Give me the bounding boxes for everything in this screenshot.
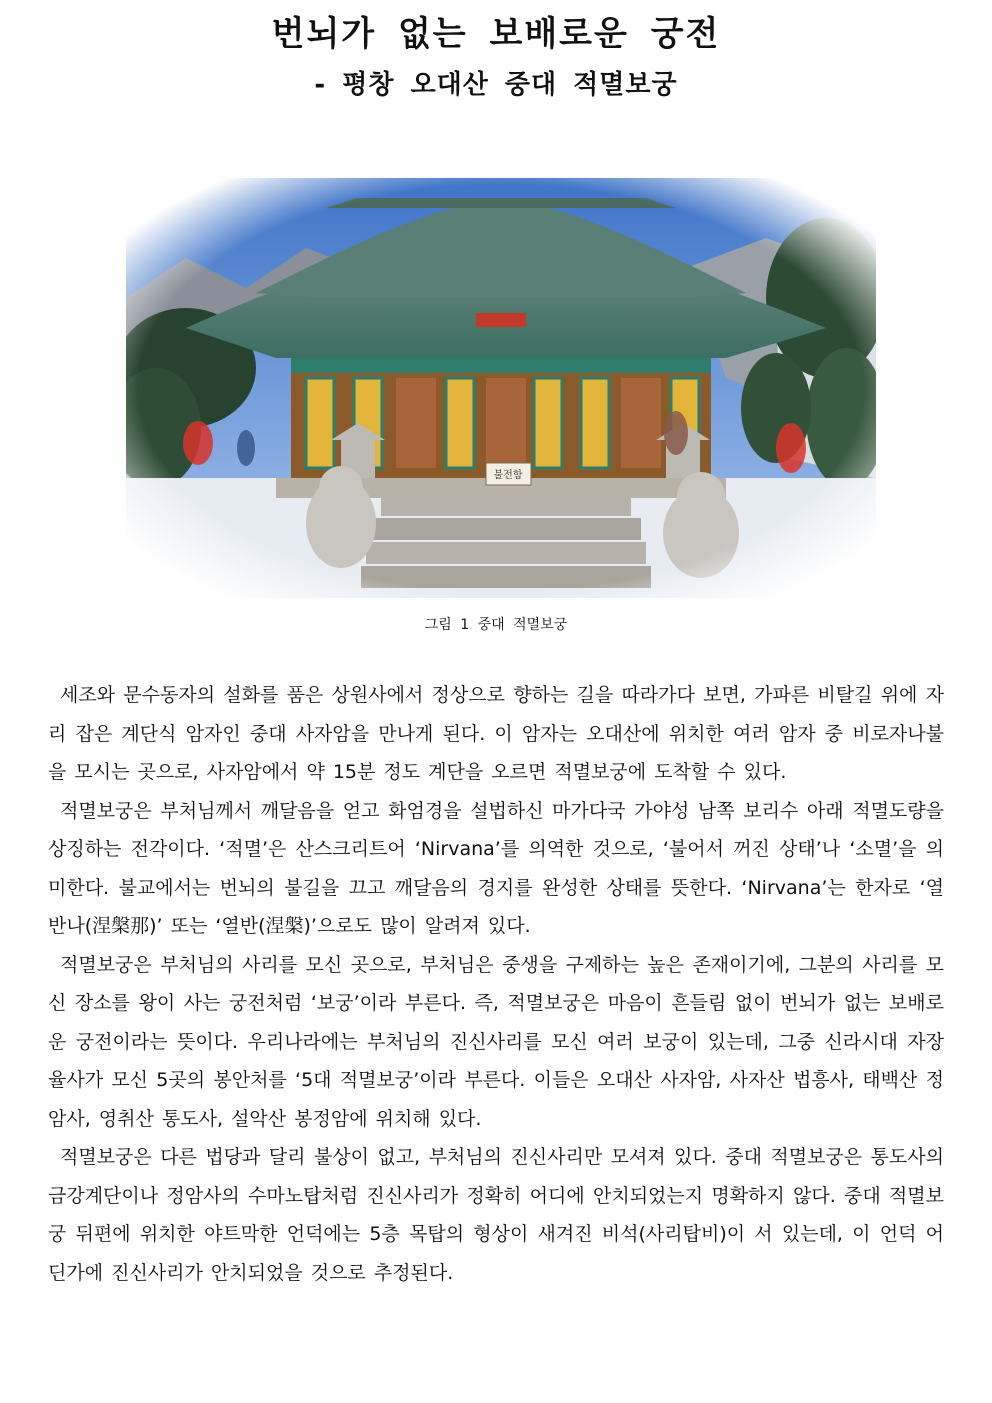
paragraph: 세조와 문수동자의 설화를 품은 상원사에서 정상으로 향하는 길을 따라가다 보면, 가파른 비탈길 위에 자리 잡은 계단식 암자인 중대 사자암을 만나게 된다. 이 암자는 오대산에 위치한 여러 암자 중 비로자나불을 모시는 곳으로, 사자암에서 약 15분 정도 계단을 오르면 적멸보궁에 도착할 수 있다. — [48, 684, 944, 783]
figure-caption: 그림 1 중대 적멸보궁 — [424, 617, 568, 633]
page-title: 번뇌가 없는 보배로운 궁전 — [271, 14, 721, 54]
body-text — [48, 676, 944, 1292]
paragraph: 적멸보궁은 다른 법당과 달리 불상이 없고, 부처님의 진신사리만 모셔져 있다. 중대 적멸보궁은 통도사의 금강계단이나 정암사의 수마노탑처럼 진신사리가 정확히 어디에 안치되었는지 명확하지 않다. 중대 적멸보궁 뒤편에 위치한 야트막한 언덕에는 5층 목탑의 형상이 새겨진 비석(사리탑비)이 서 있는데, 이 언덕 어딘가에 진신사리가 안치되었을 것으로 추정된다. — [48, 1146, 944, 1284]
temple-photo — [126, 178, 876, 598]
paragraph: 적멸보궁은 부처님께서 깨달음을 얻고 화엄경을 설법하신 마가다국 가야성 남쪽 보리수 아래 적멸도량을 상징하는 전각이다. ‘적멸’은 산스크리트어 ‘Nirvana’를 의역한 것으로, ‘불어서 꺼진 상태’나 ‘소멸’을 의미한다. 불교에서는 번뇌의 불길을 끄고 깨달음의 경지를 완성한 상태를 뜻한다. ‘Nirvana’는 한자로 ‘열반나(涅槃那)’ 또는 ‘열반(涅槃)’으로도 많이 알려져 있다. — [48, 799, 944, 937]
page-subtitle: - 평창 오대산 중대 적멸보궁 — [314, 70, 678, 100]
paragraph: 적멸보궁은 부처님의 사리를 모신 곳으로, 부처님은 중생을 구제하는 높은 존재이기에, 그분의 사리를 모신 장소를 왕이 사는 궁전처럼 ‘보궁’이라 부른다. 즉, 적멸보궁은 마음이 흔들림 없이 번뇌가 없는 보배로운 궁전이라는 뜻이다. 우리나라에는 부처님의 진신사리를 모신 여러 보궁이 있는데, 그중 신라시대 자장율사가 모신 5곳의 봉안처를 ‘5대 적멸보궁’이라 부른다. 이들은 오대산 사자암, 사자산 법흥사, 태백산 정암사, 영취산 통도사, 설악산 봉정암에 위치해 있다. — [48, 953, 944, 1130]
